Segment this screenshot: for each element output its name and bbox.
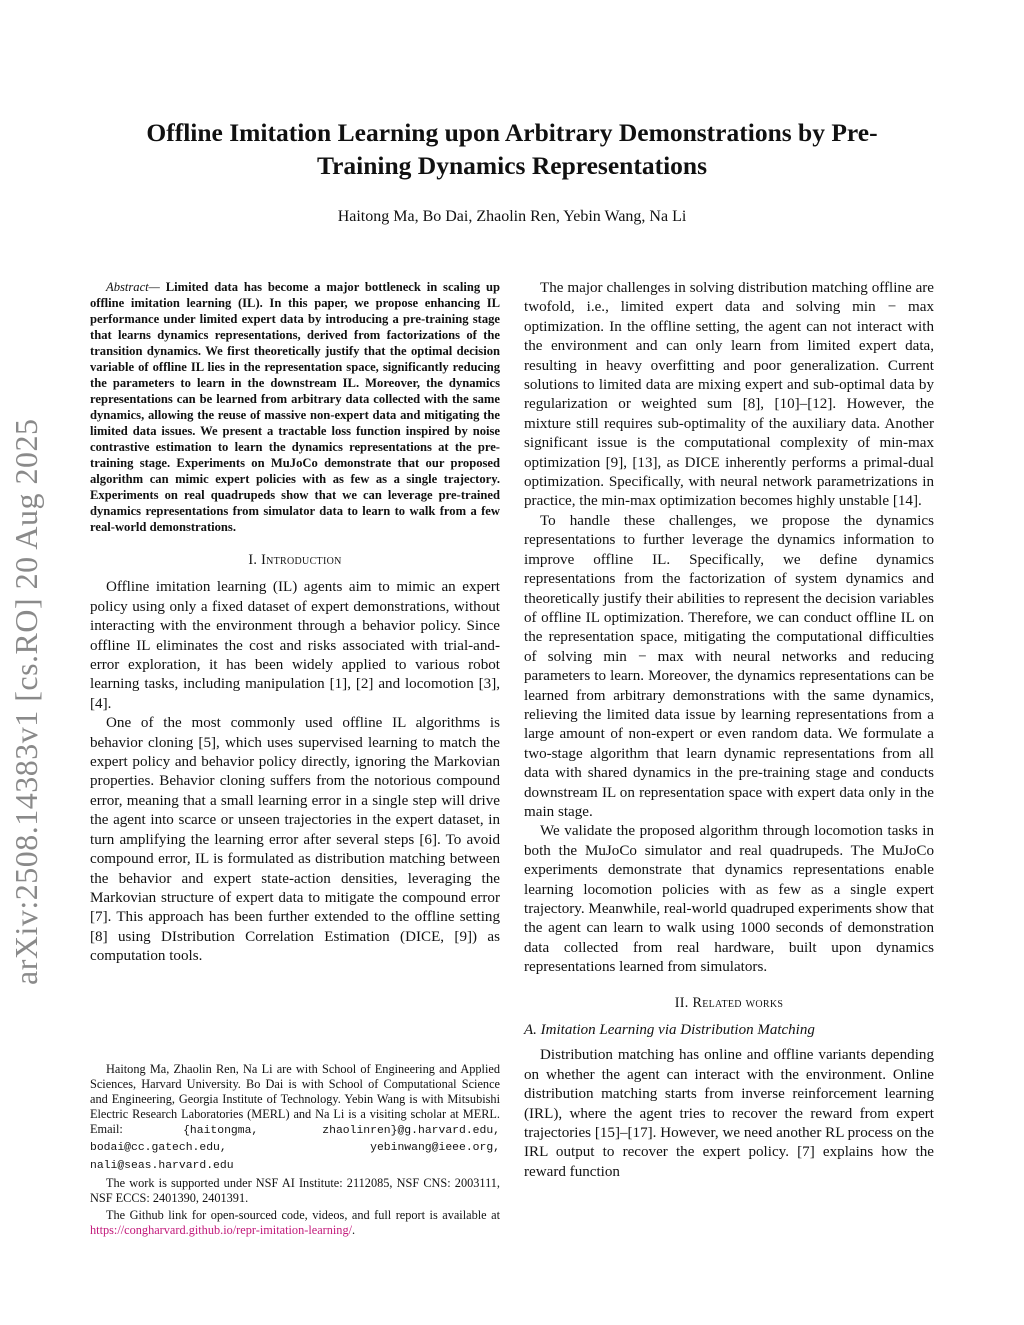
left-column <box>90 279 500 967</box>
abstract-label: Abstract— <box>106 280 160 294</box>
related-paragraph-1: Distribution matching has online and offline variants depending on whether the agent can interact with the environment. Online distribution matching starts from inverse reinforcement learning (IRL), where the agent tries to recover the reward from expert trajectories [15]–[17]. However, we need another RL process on the IRL output to recover the expert policy. [7] explains how the reward function <box>524 1047 934 1180</box>
abstract <box>90 279 500 535</box>
right-paragraph-1: The major challenges in solving distribution matching offline are twofold, i.e., limited expert data and solving min − max optimization. In the offline setting, the agent can not interact with the environment and can only learn from limited expert data, resulting in heavy overfitting and poor generalization. Current solutions to limited data are mixing expert and sub-optimal data by regularization or weighted sum [8], [10]–[12]. However, the mixture still requires sub-optimality of the auxiliary data. Another significant issue is the computational complexity of min-max optimization [9], [13], as DICE inherently performs a primal-dual optimization. Specifically, with neural network parametrizations in practice, the min-max optimization becomes highly unstable [14]. <box>524 280 934 510</box>
right-column <box>524 279 934 1182</box>
footnote-github <box>90 1208 500 1238</box>
intro-paragraph-2: One of the most commonly used offline IL algorithms is behavior cloning [5], which uses supervised learning to match the expert policy and behavior policy directly, ignoring the Markovian properties. Behavior cloning suffers from the notorious compound error, meaning that a small learning error in a single step will drive the agent into scarce or unseen trajectories in the expert dataset, in turn amplifying the learning error after several steps [6]. To avoid compound error, IL is formulated as distribution matching between the behavior and expert state-action densities, leveraging the Markovian structure of expert data to mitigate the compound error [7]. This approach has been further extended to the offline setting [8] using DIstribution Correlation Estimation (DICE, [9]) as computation tools. <box>90 715 500 965</box>
abstract-text: Limited data has become a major bottleneck in scaling up offline imitation learning (IL). In this paper, we propose enhancing IL performance under limited expert data by introducing a pre-training stage that learns dynamics representations, derived from factorizations of the transition dynamics. We first theoretically justify that the optimal decision variable of offline IL lies in the representation space, significantly reducing the parameters to learn in the downstream IL. Moreover, the dynamics representations can be learned from arbitrary data collected with the same dynamics, allowing the reuse of massive non-expert data and mitigating the limited data issues. We present a tractable loss function inspired by noise contrastive estimation to learn the dynamics representations at the pre-training stage. Experiments on MuJoCo demonstrate that our proposed algorithm can mimic expert policies with as few as a single trajectory. Experiments on real quadrupeds show that we can leverage pre-trained dynamics representations from simulator data to learn to walk from a few real-world demonstrations. <box>90 280 500 534</box>
footnote-github-suffix: . <box>352 1222 356 1237</box>
footnote-funding: The work is supported under NSF AI Institute: 2112085, NSF CNS: 2003111, NSF ECCS: 2401390, 2401391. <box>90 1175 500 1205</box>
right-paragraph-3: We validate the proposed algorithm through locomotion tasks in both the MuJoCo simulator and real quadrupeds. The MuJoCo experiments demonstrate that dynamics representations enable learning locomotion policies with as few as a single expert trajectory. Meanwhile, real-world quadruped experiments show that the agent can learn to walk using 1000 seconds of demonstration data collected from real hardware, built upon dynamics representations learned from simulators. <box>524 823 934 976</box>
right-paragraph-2: To handle these challenges, we propose the dynamics representations to further leverage the dynamics information to improve offline IL. Specifically, we define dynamics representations from the factorization of system dynamics and theoretically justify their abilities to represent the decision variables of offline IL optimization. Therefore, we can conduct offline IL on the representation space, mitigating the computational difficulties of solving min − max with neural networks and reducing parameters to learn. Moreover, the dynamics representations can be learned from arbitrary demonstrations with the same dynamics, relieving the limited data issue by learning representations from a large amount of non-expert or even random data. We formulate a two-stage algorithm that learn dynamic representations from all data with shared dynamics in the pre-training stage and conducts downstream IL on representation space with expert data only in the main stage. <box>524 512 934 820</box>
section-heading-related-works: II. Related works <box>674 994 784 1011</box>
footnotes <box>90 1062 500 1240</box>
paper-authors: Haitong Ma, Bo Dai, Zhaolin Ren, Yebin Wang, Na Li <box>337 208 687 225</box>
github-link[interactable]: https://congharvard.github.io/repr-imitation-learning/ <box>90 1222 353 1237</box>
section-heading-introduction: I. Introduction <box>248 552 342 568</box>
footnote-affiliations <box>90 1062 500 1174</box>
arxiv-identifier: arXiv:2508.14383v1 [cs.RO] 20 Aug 2025 <box>8 418 44 985</box>
footnote-affiliation-text: Haitong Ma, Zhaolin Ren, Na Li are with School of Engineering and Applied Sciences, Harvard University. Bo Dai is with School of Computational Science and Engineering, Georgia Institute of Technology. Yebin Wang is with Mitsubishi Electric Research Laboratories (MERL) and Na Li is a visiting scholar at MERL. Email: <box>90 1062 500 1137</box>
footnote-emails: {haitongma, zhaolinren}@g.harvard.edu, bodai@cc.gatech.edu, yebinwang@ieee.org, nali@seas.harvard.edu <box>90 1125 501 1172</box>
paper-title: Offline Imitation Learning upon Arbitrary Demonstrations by Pre-Training Dynamics Representations <box>146 118 878 180</box>
footnote-github-prefix: The Github link for open-sourced code, videos, and full report is available at <box>106 1207 500 1222</box>
subsection-heading-a: A. Imitation Learning via Distribution Matching <box>524 1022 815 1039</box>
intro-paragraph-1: Offline imitation learning (IL) agents aim to mimic an expert policy using only a fixed dataset of expert demonstrations, without interacting with the environment through a behavior policy. Since offline IL eliminates the cost and risks associated with trial-and-error exploration, it has been widely applied to various robot learning tasks, including manipulation [1], [2] and locomotion [3], [4]. <box>90 579 500 712</box>
